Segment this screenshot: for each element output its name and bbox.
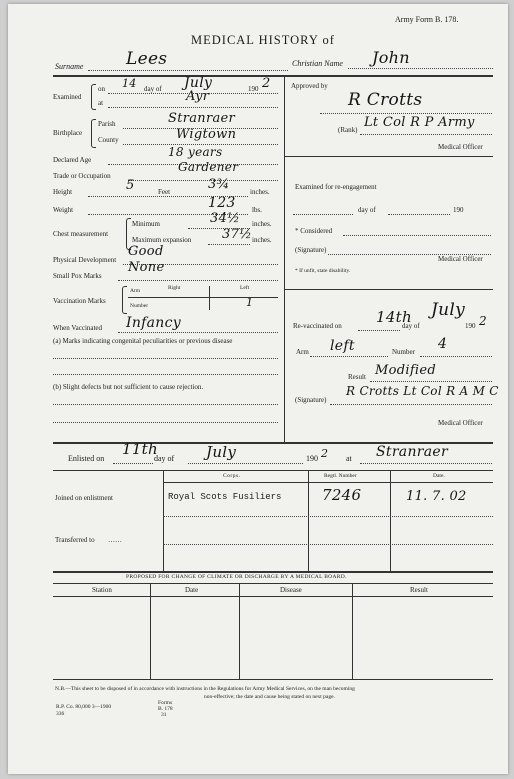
form-title: MEDICAL HISTORY of bbox=[191, 33, 335, 47]
vaccination-brace bbox=[122, 286, 127, 314]
revaccination-number-value: 4 bbox=[438, 336, 448, 352]
enlisted-year-prefix: 190 bbox=[306, 454, 318, 463]
revaccinated-day-of: day of bbox=[402, 322, 420, 330]
board-header-rule bbox=[53, 596, 493, 597]
footer-forms-3: 31 bbox=[161, 712, 167, 718]
reengagement-month-line bbox=[388, 214, 450, 215]
chest-minimum-label: Minimum bbox=[132, 220, 161, 228]
revaccination-signature-value: R Crotts Lt Col R A M C bbox=[346, 384, 499, 398]
reengagement-footnote: * If unfit, state disability. bbox=[295, 268, 351, 274]
christian-name-line bbox=[348, 68, 493, 69]
approved-by-label: Approved by bbox=[291, 82, 328, 90]
revaccinated-year-prefix: 190 bbox=[465, 322, 476, 330]
corps-left-border bbox=[163, 471, 164, 571]
rank-value: Lt Col R P Army bbox=[364, 115, 475, 130]
revaccinated-day-line bbox=[358, 330, 400, 331]
rank-line bbox=[360, 134, 492, 135]
joined-label: Joined on enlistment bbox=[55, 494, 113, 502]
height-inches-value: 3¾ bbox=[208, 177, 230, 192]
chest-minimum-value: 34½ bbox=[210, 211, 241, 226]
chest-maximum-unit: inches. bbox=[252, 236, 272, 244]
vaccination-number-label: Number bbox=[130, 303, 149, 309]
vaccination-mid-line bbox=[128, 297, 278, 298]
corps-header-rule bbox=[163, 482, 493, 483]
declared-age-label: Declared Age bbox=[53, 156, 92, 164]
transferred-arrow: …… bbox=[108, 536, 122, 544]
christian-name-label: Christian Name bbox=[292, 59, 343, 68]
christian-name-value: John bbox=[372, 48, 410, 67]
approval-medical-officer: Medical Officer bbox=[438, 143, 483, 151]
vaccination-arm-label: Arm bbox=[130, 288, 141, 294]
chest-maximum-line bbox=[208, 244, 250, 245]
surname-line bbox=[88, 70, 288, 71]
vaccination-left-label: Left bbox=[240, 285, 250, 291]
board-divider-3 bbox=[352, 584, 353, 679]
corps-date-border bbox=[390, 471, 391, 571]
vaccination-left-number: 1 bbox=[246, 296, 254, 309]
reengagement-heading: Examined for re-engagement bbox=[295, 183, 377, 191]
board-col-disease: Disease bbox=[280, 586, 302, 594]
revaccinated-label: Re-vaccinated on bbox=[293, 322, 342, 330]
revaccination-arm-value: left bbox=[330, 338, 355, 354]
county-value: Wigtown bbox=[176, 127, 237, 142]
footer-forms-2: B. 178 bbox=[158, 706, 173, 712]
small-pox-line bbox=[118, 280, 278, 281]
county-label: County bbox=[98, 136, 119, 144]
revaccination-arm-line bbox=[310, 356, 388, 357]
medical-history-form bbox=[8, 4, 508, 774]
joined-number-value: 7246 bbox=[322, 486, 362, 504]
physical-development-label: Physical Development bbox=[53, 256, 117, 264]
header-rule bbox=[53, 75, 493, 77]
small-pox-label: Small Pox Marks bbox=[53, 272, 102, 280]
height-label: Height bbox=[53, 188, 73, 196]
exam-day-value: 14 bbox=[122, 77, 137, 90]
small-pox-value: None bbox=[128, 260, 165, 275]
defects-b-label: (b) Slight defects but not sufficient to cause rejection. bbox=[53, 383, 204, 391]
examined-label: Examined bbox=[53, 93, 82, 101]
board-col-date: Date bbox=[185, 586, 199, 594]
form-number: Army Form B. 178. bbox=[395, 15, 459, 24]
chest-label: Chest measurement bbox=[53, 230, 109, 238]
revaccination-result-line bbox=[370, 381, 492, 382]
exam-year-value: 2 bbox=[262, 76, 271, 91]
revaccination-medical-officer: Medical Officer bbox=[438, 419, 483, 427]
weight-unit: lbs. bbox=[252, 206, 262, 214]
footer-note-line-2: non-effective; the date and cause being stated on next page. bbox=[204, 694, 335, 700]
birthplace-brace bbox=[91, 119, 96, 148]
footer-forms-1: Forms bbox=[158, 700, 173, 706]
board-divider-1 bbox=[150, 584, 151, 679]
height-feet-value: 5 bbox=[126, 178, 135, 193]
reengagement-year-prefix: 190 bbox=[453, 206, 464, 214]
board-col-result: Result bbox=[410, 586, 428, 594]
chest-minimum-unit: inches. bbox=[252, 220, 272, 228]
height-inches-label: inches. bbox=[250, 188, 270, 196]
reengagement-signature-label: (Signature) bbox=[295, 246, 327, 254]
trade-label: Trade or Occupation bbox=[53, 172, 111, 180]
enlisted-place-line bbox=[360, 463, 492, 464]
exam-on-line bbox=[108, 93, 278, 94]
reengagement-day-line bbox=[293, 214, 353, 215]
vaccination-right-label: Right bbox=[168, 285, 181, 291]
joined-date-value: 11. 7. 02 bbox=[406, 489, 467, 504]
approval-divider bbox=[285, 156, 493, 157]
revaccination-result-label: Result bbox=[348, 373, 366, 381]
transferred-row-line bbox=[163, 544, 493, 545]
revaccination-number-line bbox=[420, 356, 492, 357]
reengagement-divider bbox=[285, 289, 493, 290]
enlisted-on-label: Enlisted on bbox=[68, 454, 105, 463]
date-header: Date. bbox=[433, 473, 445, 479]
enlistment-bottom-rule bbox=[53, 571, 493, 573]
trade-line bbox=[128, 180, 278, 181]
rank-label: (Rank) bbox=[338, 126, 358, 134]
corps-regtl-border bbox=[308, 471, 309, 571]
revaccination-number-label: Number bbox=[392, 348, 415, 356]
transferred-label: Transferred to bbox=[55, 536, 95, 544]
defects-b-line-2 bbox=[53, 422, 278, 423]
enlisted-at-label: at bbox=[346, 454, 352, 463]
exam-place-value: Ayr bbox=[186, 89, 210, 104]
at-label: at bbox=[98, 99, 104, 107]
declared-age-value: 18 years bbox=[168, 145, 223, 159]
enlisted-day-of: day of bbox=[154, 454, 175, 463]
parish-label: Parish bbox=[98, 120, 116, 128]
enlisted-year-value: 2 bbox=[321, 447, 329, 460]
reengagement-medical-officer: Medical Officer bbox=[438, 255, 483, 263]
defects-b-line-1 bbox=[53, 404, 278, 405]
examined-brace bbox=[91, 84, 96, 110]
exam-day-of-label: day of bbox=[144, 85, 162, 93]
revaccinated-year-value: 2 bbox=[479, 314, 487, 328]
surname-value: Lees bbox=[126, 49, 168, 69]
footer-print-code-2: 336 bbox=[56, 711, 65, 717]
vaccination-label: Vaccination Marks bbox=[53, 297, 106, 305]
enlisted-month-value: July bbox=[206, 443, 237, 461]
exam-at-line bbox=[108, 107, 278, 108]
enlisted-month-line bbox=[188, 463, 303, 464]
parish-value: Stranraer bbox=[168, 111, 236, 126]
reengagement-considered: * Considered bbox=[295, 227, 333, 235]
considered-text: Considered bbox=[300, 227, 333, 235]
chest-maximum-value: 37½ bbox=[222, 227, 253, 242]
reengagement-day-of: day of bbox=[358, 206, 376, 214]
revaccinated-day-value: 14th bbox=[376, 308, 412, 326]
birthplace-label: Birthplace bbox=[53, 129, 83, 137]
parish-line bbox=[123, 128, 278, 129]
revaccination-arm-label: Arm bbox=[296, 348, 309, 356]
revaccination-signature-label: (Signature) bbox=[295, 396, 327, 404]
footer-note-line-1: N.B.—This sheet to be disposed of in accordance with instructions in the Regulations for Army Medical Services, on the man becoming bbox=[55, 686, 355, 692]
chest-minimum-line bbox=[188, 228, 250, 229]
weight-value: 123 bbox=[208, 195, 236, 211]
enlisted-place-value: Stranraer bbox=[376, 444, 448, 460]
considered-line bbox=[343, 235, 491, 236]
enlisted-day-line bbox=[113, 463, 153, 464]
joined-row-line bbox=[163, 516, 493, 517]
board-heading: PROPOSED FOR CHANGE OF CLIMATE OR DISCHARGE BY A MEDICAL BOARD. bbox=[126, 574, 347, 580]
board-heading-rule bbox=[53, 583, 493, 584]
enlisted-day-value: 11th bbox=[122, 440, 158, 458]
approval-signature: R Crotts bbox=[348, 90, 423, 110]
joined-corps-value: Royal Scots Fusiliers bbox=[168, 492, 282, 502]
column-divider bbox=[284, 76, 285, 442]
enlistment-header-rule bbox=[53, 470, 493, 471]
marks-a-line-2 bbox=[53, 374, 278, 375]
vaccination-divider bbox=[209, 286, 210, 310]
revaccination-result-value: Modified bbox=[375, 363, 437, 378]
marks-a-line-1 bbox=[53, 358, 278, 359]
physical-development-value: Good bbox=[128, 244, 164, 259]
board-divider-2 bbox=[239, 584, 240, 679]
revaccination-signature-line bbox=[330, 404, 492, 405]
board-col-station: Station bbox=[92, 586, 112, 594]
surname-label: Surname bbox=[55, 62, 84, 71]
footnote-text: If unfit, state disability. bbox=[299, 268, 351, 274]
regtl-number-header: Regtl. Number bbox=[324, 473, 357, 479]
exam-year-prefix: 190 bbox=[248, 85, 259, 93]
board-bottom-rule bbox=[53, 679, 493, 680]
revaccinated-month-value: July bbox=[431, 300, 466, 320]
when-vaccinated-line bbox=[118, 332, 278, 333]
height-feet-label: Feet bbox=[158, 188, 171, 196]
when-vaccinated-label: When Vaccinated bbox=[53, 324, 103, 332]
marks-a-label: (a) Marks indicating congenital peculiarities or previous disease bbox=[53, 337, 233, 345]
on-label: on bbox=[98, 85, 105, 93]
exam-month-value: July bbox=[184, 75, 213, 91]
approval-signature-line bbox=[320, 113, 492, 114]
corps-header: Corps. bbox=[223, 473, 241, 479]
when-vaccinated-value: Infancy bbox=[126, 315, 181, 331]
footer-print-code-1: R.P. Co. 80,000 3—1900 bbox=[56, 704, 112, 710]
chest-maximum-label: Maximum expansion bbox=[132, 236, 192, 244]
trade-value: Gardener bbox=[178, 160, 239, 174]
weight-label: Weight bbox=[53, 206, 74, 214]
